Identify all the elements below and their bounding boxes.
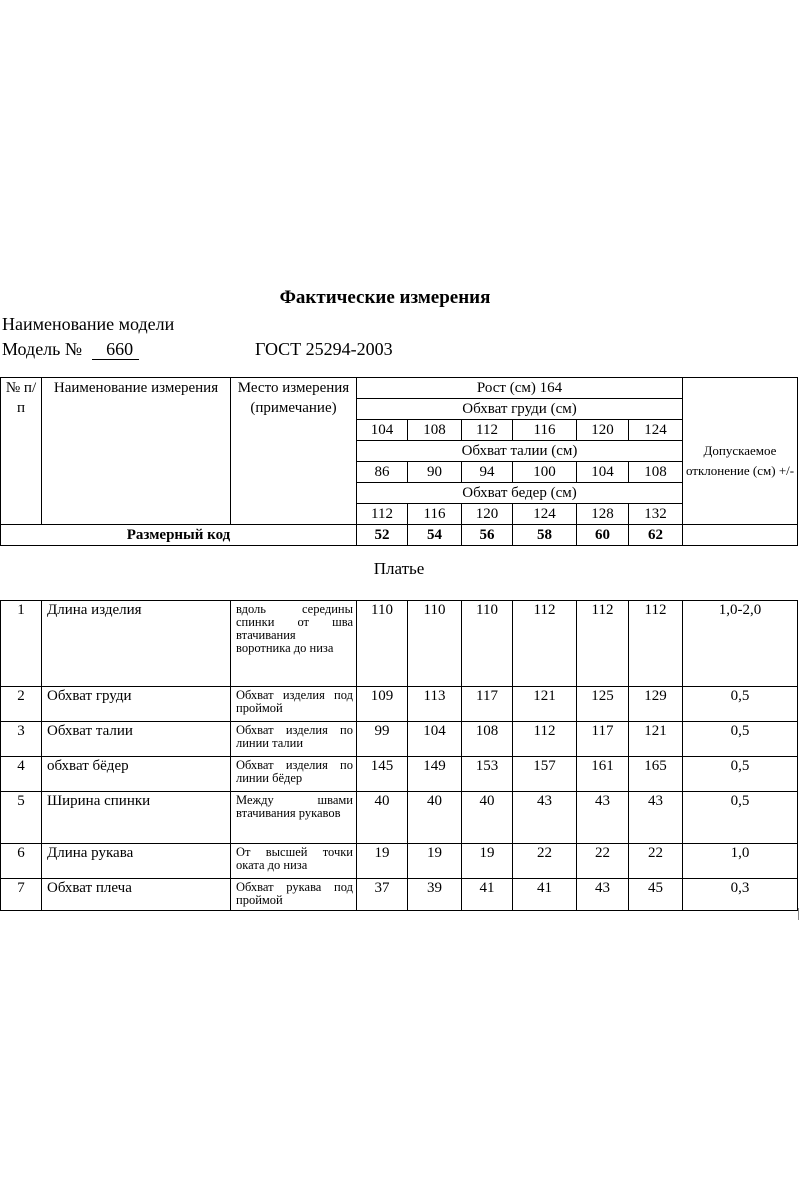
size-code-5: 62 bbox=[629, 525, 683, 546]
row-value-0: 110 bbox=[357, 601, 408, 687]
table-row bbox=[1, 757, 798, 792]
row-num: 2 bbox=[1, 687, 42, 722]
size-code-row bbox=[1, 525, 798, 546]
row-value-0: 40 bbox=[357, 792, 408, 844]
row-value-3: 112 bbox=[513, 722, 577, 757]
table-row bbox=[1, 722, 798, 757]
row-value-5: 112 bbox=[629, 601, 683, 687]
row-value-4: 125 bbox=[577, 687, 629, 722]
row-value-2: 153 bbox=[462, 757, 513, 792]
row-value-4: 117 bbox=[577, 722, 629, 757]
header-tolerance-top bbox=[683, 378, 798, 399]
header-chest-label: Обхват груди (см) bbox=[357, 399, 683, 420]
size-chest-4: 120 bbox=[577, 420, 629, 441]
size-code-tolerance-empty bbox=[683, 525, 798, 546]
row-value-3: 43 bbox=[513, 792, 577, 844]
model-number: 660 bbox=[92, 339, 139, 360]
row-tolerance: 1,0-2,0 bbox=[683, 601, 798, 687]
row-tolerance: 1,0 bbox=[683, 844, 798, 879]
row-tolerance: 0,5 bbox=[683, 792, 798, 844]
measurements-table bbox=[0, 377, 798, 911]
row-value-0: 145 bbox=[357, 757, 408, 792]
size-code-1: 54 bbox=[408, 525, 462, 546]
model-label: Модель № bbox=[2, 339, 83, 359]
row-value-3: 41 bbox=[513, 879, 577, 911]
model-number-line bbox=[2, 339, 139, 360]
row-place: От высшей точки оката до низа bbox=[231, 844, 357, 879]
row-value-1: 19 bbox=[408, 844, 462, 879]
row-value-4: 43 bbox=[577, 879, 629, 911]
section-row bbox=[1, 546, 798, 601]
row-value-5: 22 bbox=[629, 844, 683, 879]
row-value-5: 121 bbox=[629, 722, 683, 757]
size-hips-1: 116 bbox=[408, 504, 462, 525]
row-value-5: 43 bbox=[629, 792, 683, 844]
size-hips-0: 112 bbox=[357, 504, 408, 525]
document-title: Фактические измерения bbox=[279, 287, 491, 308]
header-place: Место измерения (примечание) bbox=[231, 378, 357, 525]
row-value-1: 149 bbox=[408, 757, 462, 792]
row-value-3: 22 bbox=[513, 844, 577, 879]
row-num: 3 bbox=[1, 722, 42, 757]
row-name: Обхват талии bbox=[42, 722, 231, 757]
size-hips-5: 132 bbox=[629, 504, 683, 525]
header-waist-label: Обхват талии (см) bbox=[357, 441, 683, 462]
row-num: 4 bbox=[1, 757, 42, 792]
size-code-3: 58 bbox=[513, 525, 577, 546]
size-chest-0: 104 bbox=[357, 420, 408, 441]
row-name: Ширина спинки bbox=[42, 792, 231, 844]
gost-standard: ГОСТ 25294-2003 bbox=[255, 339, 393, 359]
table-row bbox=[1, 879, 798, 911]
size-code-2: 56 bbox=[462, 525, 513, 546]
size-hips-3: 124 bbox=[513, 504, 577, 525]
row-name: обхват бёдер bbox=[42, 757, 231, 792]
row-place: Между швами втачивания рукавов bbox=[231, 792, 357, 844]
header-height: Рост (см) 164 bbox=[357, 378, 683, 399]
row-value-4: 161 bbox=[577, 757, 629, 792]
row-name: Обхват груди bbox=[42, 687, 231, 722]
header-row-height bbox=[1, 378, 798, 399]
row-place: Обхват изделия под проймой bbox=[231, 687, 357, 722]
row-value-1: 110 bbox=[408, 601, 462, 687]
table-row bbox=[1, 601, 798, 687]
row-place: Обхват изделия по линии бёдер bbox=[231, 757, 357, 792]
row-value-2: 41 bbox=[462, 879, 513, 911]
size-chest-1: 108 bbox=[408, 420, 462, 441]
row-value-4: 22 bbox=[577, 844, 629, 879]
row-value-2: 40 bbox=[462, 792, 513, 844]
size-hips-4: 128 bbox=[577, 504, 629, 525]
row-place: Обхват рукава под проймой bbox=[231, 879, 357, 911]
size-code-0: 52 bbox=[357, 525, 408, 546]
row-value-1: 104 bbox=[408, 722, 462, 757]
row-value-3: 121 bbox=[513, 687, 577, 722]
row-tolerance: 0,5 bbox=[683, 757, 798, 792]
size-waist-5: 108 bbox=[629, 462, 683, 483]
size-waist-3: 100 bbox=[513, 462, 577, 483]
table-row bbox=[1, 687, 798, 722]
header-tolerance: Допускаемое отклонение (см) +/- bbox=[683, 399, 798, 525]
row-tolerance: 0,3 bbox=[683, 879, 798, 911]
row-value-5: 165 bbox=[629, 757, 683, 792]
row-value-0: 19 bbox=[357, 844, 408, 879]
row-value-1: 113 bbox=[408, 687, 462, 722]
size-waist-4: 104 bbox=[577, 462, 629, 483]
row-tolerance: 0,5 bbox=[683, 687, 798, 722]
row-tolerance: 0,5 bbox=[683, 722, 798, 757]
size-hips-2: 120 bbox=[462, 504, 513, 525]
size-chest-3: 116 bbox=[513, 420, 577, 441]
edge-mark bbox=[798, 908, 799, 920]
model-name-label: Наименование модели bbox=[2, 314, 175, 334]
row-name: Обхват плеча bbox=[42, 879, 231, 911]
row-num: 1 bbox=[1, 601, 42, 687]
size-waist-1: 90 bbox=[408, 462, 462, 483]
size-code-label: Размерный код bbox=[1, 525, 357, 546]
row-value-2: 117 bbox=[462, 687, 513, 722]
table-row bbox=[1, 792, 798, 844]
header-name: Наименование измерения bbox=[42, 378, 231, 525]
row-value-3: 157 bbox=[513, 757, 577, 792]
row-value-3: 112 bbox=[513, 601, 577, 687]
section-title: Платье bbox=[373, 559, 425, 578]
row-value-1: 40 bbox=[408, 792, 462, 844]
row-place: Обхват изделия по линии талии bbox=[231, 722, 357, 757]
size-waist-0: 86 bbox=[357, 462, 408, 483]
row-name: Длина рукава bbox=[42, 844, 231, 879]
size-chest-5: 124 bbox=[629, 420, 683, 441]
size-waist-2: 94 bbox=[462, 462, 513, 483]
row-num: 7 bbox=[1, 879, 42, 911]
row-name: Длина изделия bbox=[42, 601, 231, 687]
row-value-0: 109 bbox=[357, 687, 408, 722]
row-value-0: 37 bbox=[357, 879, 408, 911]
row-value-2: 19 bbox=[462, 844, 513, 879]
header-num: № п/п bbox=[1, 378, 42, 525]
row-value-5: 129 bbox=[629, 687, 683, 722]
row-value-0: 99 bbox=[357, 722, 408, 757]
row-value-2: 108 bbox=[462, 722, 513, 757]
row-value-5: 45 bbox=[629, 879, 683, 911]
table-row bbox=[1, 844, 798, 879]
row-place: вдоль середины спинки от шва втачивания воротника до низа bbox=[231, 601, 357, 687]
row-num: 6 bbox=[1, 844, 42, 879]
size-code-4: 60 bbox=[577, 525, 629, 546]
row-value-4: 43 bbox=[577, 792, 629, 844]
row-value-1: 39 bbox=[408, 879, 462, 911]
row-value-2: 110 bbox=[462, 601, 513, 687]
row-num: 5 bbox=[1, 792, 42, 844]
header-hips-label: Обхват бедер (см) bbox=[357, 483, 683, 504]
row-value-4: 112 bbox=[577, 601, 629, 687]
size-chest-2: 112 bbox=[462, 420, 513, 441]
